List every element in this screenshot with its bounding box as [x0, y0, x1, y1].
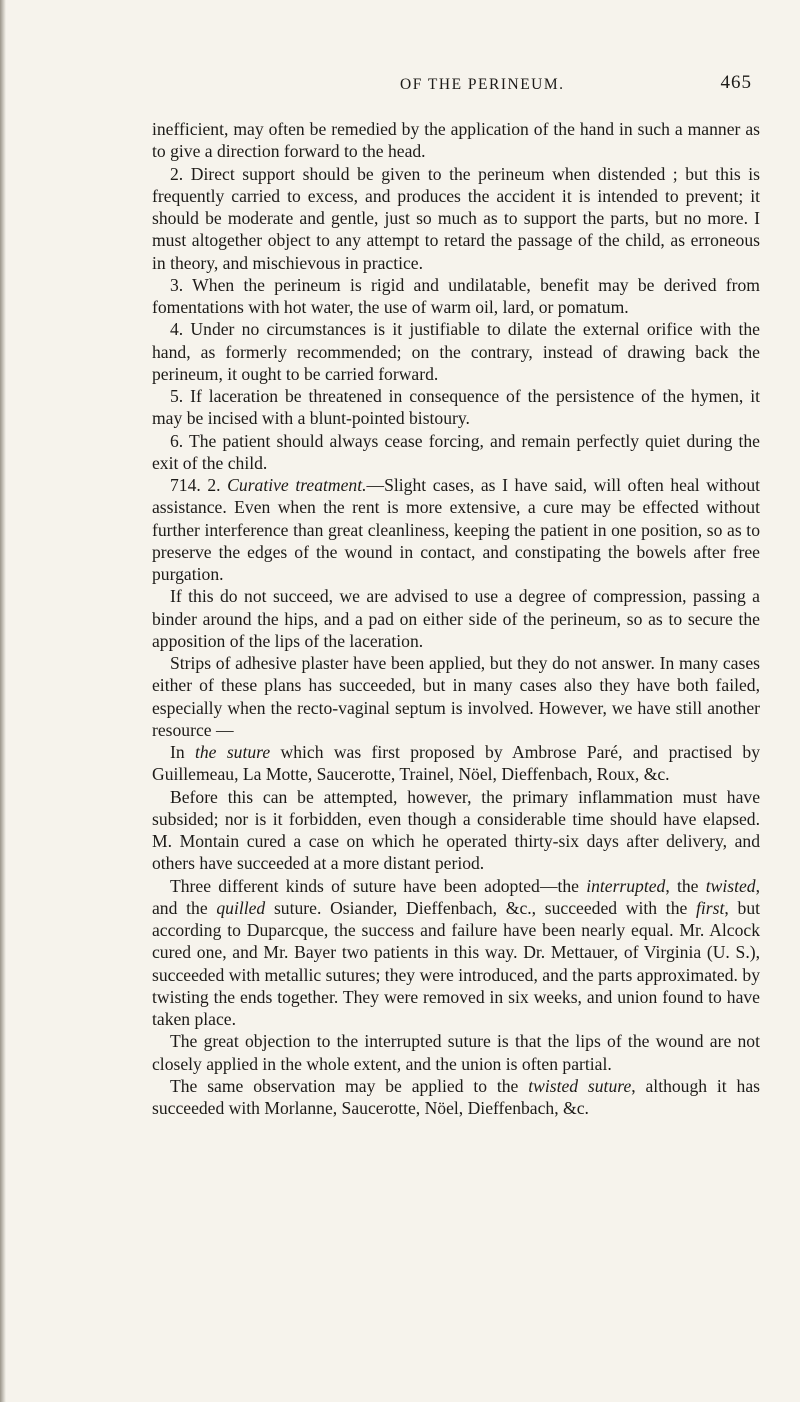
paragraph [152, 786, 760, 875]
paragraph-text: 5. If laceration be threatened in consequence of the persistence of the hymen, it may be incised with a blunt-pointed bistoury. [152, 386, 760, 429]
page-number: 465 [720, 72, 752, 93]
paragraph [152, 430, 760, 475]
paragraph-text: 4. Under no circumstances is it justifiable to dilate the external orifice with the hand, as formerly recommended; on the contrary, instead of drawing back the perineum, it ought to be carried forward. [152, 319, 760, 384]
paragraph-text: , the [665, 875, 706, 896]
paragraph-text: , although it has succeeded with Morlanne, Saucerotte, Nöel, Dieffenbach, &c. [152, 1075, 760, 1118]
paragraph-text: Three different kinds of suture have been adopted—the [170, 875, 587, 896]
paragraph [152, 1075, 760, 1120]
paragraph-text: 6. The patient should always cease forcing, and remain perfectly quiet during the exit of the child. [152, 430, 760, 473]
page-spine-shadow [0, 0, 6, 1402]
italic-text: Curative treatment. [227, 475, 367, 495]
paragraph-text: 2. Direct support should be given to the perineum when distended ; but this is frequently carried to excess, and produces the accident it is intended to prevent; it should be moderate and gentle, just so much as to support the parts, but no more. I must altogether object to any attempt to retard the passage of the child, as erroneous in theory, and mischievous in practice. [152, 163, 760, 273]
paragraph-text: which was first proposed by Ambrose Paré, and practised by Guillemeau, La Motte, Saucerotte, Trainel, Nöel, Dieffenbach, Roux, &c. [152, 742, 760, 785]
paragraph [152, 118, 760, 163]
paragraph-text: 714. 2. [170, 475, 228, 495]
paragraph [152, 163, 760, 274]
paragraph-text: In [170, 742, 195, 762]
paragraph [152, 652, 760, 741]
italic-text: first [696, 897, 725, 918]
paragraph [152, 318, 760, 385]
paragraph [152, 741, 760, 786]
italic-text: quilled [216, 897, 266, 918]
paragraph [152, 1030, 760, 1075]
paragraph-text: inefficient, may often be remedied by the application of the hand in such a manner as to give a direction forward to the head. [152, 119, 760, 162]
paragraph-text: —Slight cases, as I have said, will often heal without assistance. Even when the rent is more extensive, a cure may be effected without further interference than great cleanliness, keeping the patient in one position, so as to preserve the edges of the wound in contact, and constipating the bowels after free purgation. [152, 475, 761, 584]
paragraph [152, 474, 760, 585]
paragraph-text: The same observation may be applied to the [170, 1075, 529, 1096]
body-text [152, 118, 760, 1119]
paragraph [152, 875, 760, 1031]
paragraph [152, 385, 760, 430]
italic-text: the suture [195, 742, 271, 762]
paragraph-text: suture. Osiander, Dieffenbach, &c., succeeded with the [265, 897, 697, 918]
paragraph-text: Before this can be attempted, however, the primary inflammation must have subsided; nor is it forbidden, even though a considerable time should have elapsed. M. Montain cured a case on which he operated thirty-six days after delivery, and others have succeeded at a more distant period. [152, 786, 760, 874]
italic-text: twisted [705, 875, 756, 896]
paragraph-text: 3. When the perineum is rigid and undilatable, benefit may be derived from fomentations with hot water, the use of warm oil, lard, or pomatum. [152, 274, 760, 317]
paragraph-text: , but according to Duparcque, the success and failure have been nearly equal. Mr. Alcock cured one, and Mr. Bayer two patients in this way. Dr. Mettauer, of Virginia (U. S.), succeeded with metallic sutures; they were introduced, and the parts approximated. by twisting the ends together. They were removed in six weeks, and union found to have taken place. [152, 897, 760, 1029]
italic-text: interrupted [586, 875, 666, 896]
paragraph-text: Strips of adhesive plaster have been applied, but they do not answer. In many cases either of these plans has succeeded, but in many cases also they have both failed, especially when the recto-vaginal septum is involved. However, we have still another resource — [152, 653, 760, 740]
paragraph-text: The great objection to the interrupted suture is that the lips of the wound are not closely applied in the whole extent, and the union is often partial. [152, 1031, 760, 1074]
italic-text: twisted suture [528, 1075, 632, 1096]
paragraph [152, 274, 760, 319]
paragraph [152, 585, 760, 652]
paragraph-text: If this do not succeed, we are advised to use a degree of compression, passing a binder around the hips, and a pad on either side of the perineum, so as to secure the apposition of the lips of the laceration. [152, 586, 760, 651]
paragraph-text: , and the [152, 875, 760, 918]
running-head: OF THE PERINEUM. [400, 76, 565, 93]
